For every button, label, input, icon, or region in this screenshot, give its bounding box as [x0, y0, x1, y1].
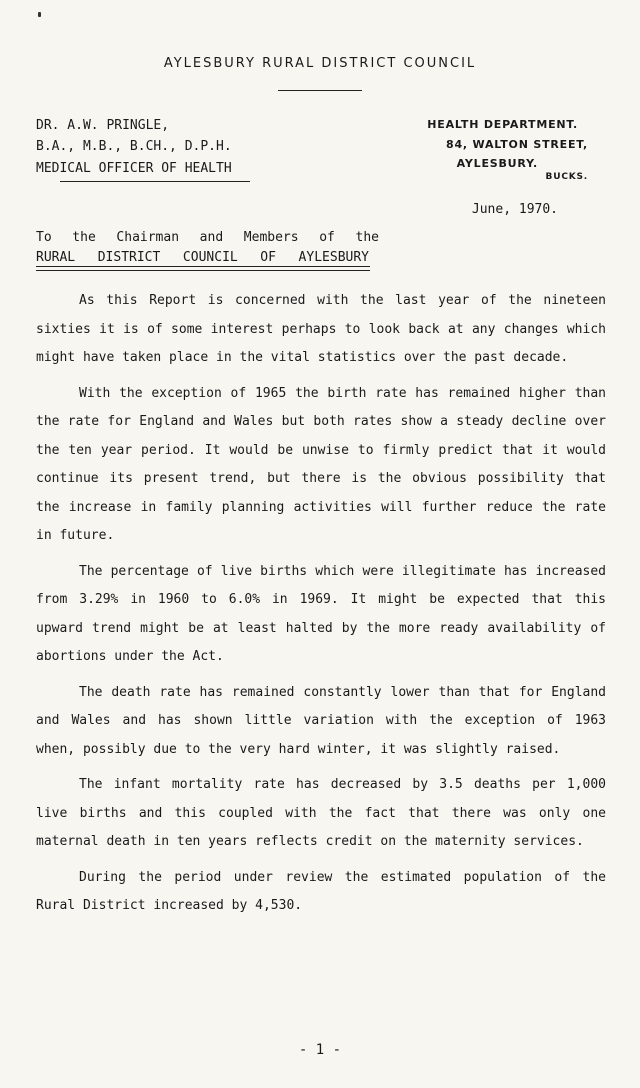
- paragraph-illegitimate: The percentage of live births which were illegitimate has increased from 3.29% in 1960 to 6.0% in 1969. It might be expected that this upward trend might be at least halted by the more ready availability of abortions under the Act.: [36, 563, 606, 664]
- paragraph-birth-rate: With the exception of 1965 the birth rate has remained higher than the rate for England and Wales but both rates show a steady decline over the ten year period. It would be unwise to firmly predict that it would continue its present trend, but there is the obvious possibility that the increase in family planning activities will further reduce the rate in future.: [36, 385, 606, 543]
- speck-mark: [38, 12, 41, 17]
- address-town: AYLESBURY.: [456, 157, 538, 170]
- address-department: HEALTH DEPARTMENT.: [427, 118, 578, 131]
- council-heading: AYLESBURY RURAL DISTRICT COUNCIL: [163, 56, 477, 71]
- addressee-line1: To the Chairman and Members of the: [36, 230, 379, 245]
- paragraph-population: During the period under review the estimated population of the Rural District increased by 4,530.: [36, 869, 606, 913]
- paragraph-death-rate: The death rate has remained constantly lower than that for England and Wales and has shown little variation with the exception of 1963 when, possibly due to the very hard winter, it was slightly raised.: [36, 684, 606, 757]
- officer-title: MEDICAL OFFICER OF HEALTH: [36, 161, 232, 176]
- address-county: BUCKS.: [545, 172, 588, 182]
- letter-date: June, 1970.: [471, 202, 558, 217]
- heading-rule: [278, 90, 362, 91]
- addressee-rule-2: [36, 270, 370, 271]
- officer-name: DR. A.W. PRINGLE,: [36, 118, 170, 133]
- address-street: 84, WALTON STREET,: [446, 138, 588, 151]
- addressee-line2: RURAL DISTRICT COUNCIL OF AYLESBURY: [36, 250, 369, 265]
- paragraph-infant-mortality: The infant mortality rate has decreased by 3.5 deaths per 1,000 live births and this coupled with the fact that there was only one maternal death in ten years reflects credit on the maternity services.: [36, 777, 606, 849]
- paragraph-decade: As this Report is concerned with the last year of the nineteen sixties it is of some interest perhaps to look back at any changes which might have taken place in the vital statistics over the past decade.: [36, 293, 606, 365]
- report-body: [36, 287, 606, 928]
- officer-rule: [60, 181, 250, 182]
- addressee-rule-1: [36, 266, 370, 267]
- page-number: - 1 -: [298, 1042, 342, 1058]
- officer-qualifications: B.A., M.B., B.CH., D.P.H.: [36, 139, 232, 154]
